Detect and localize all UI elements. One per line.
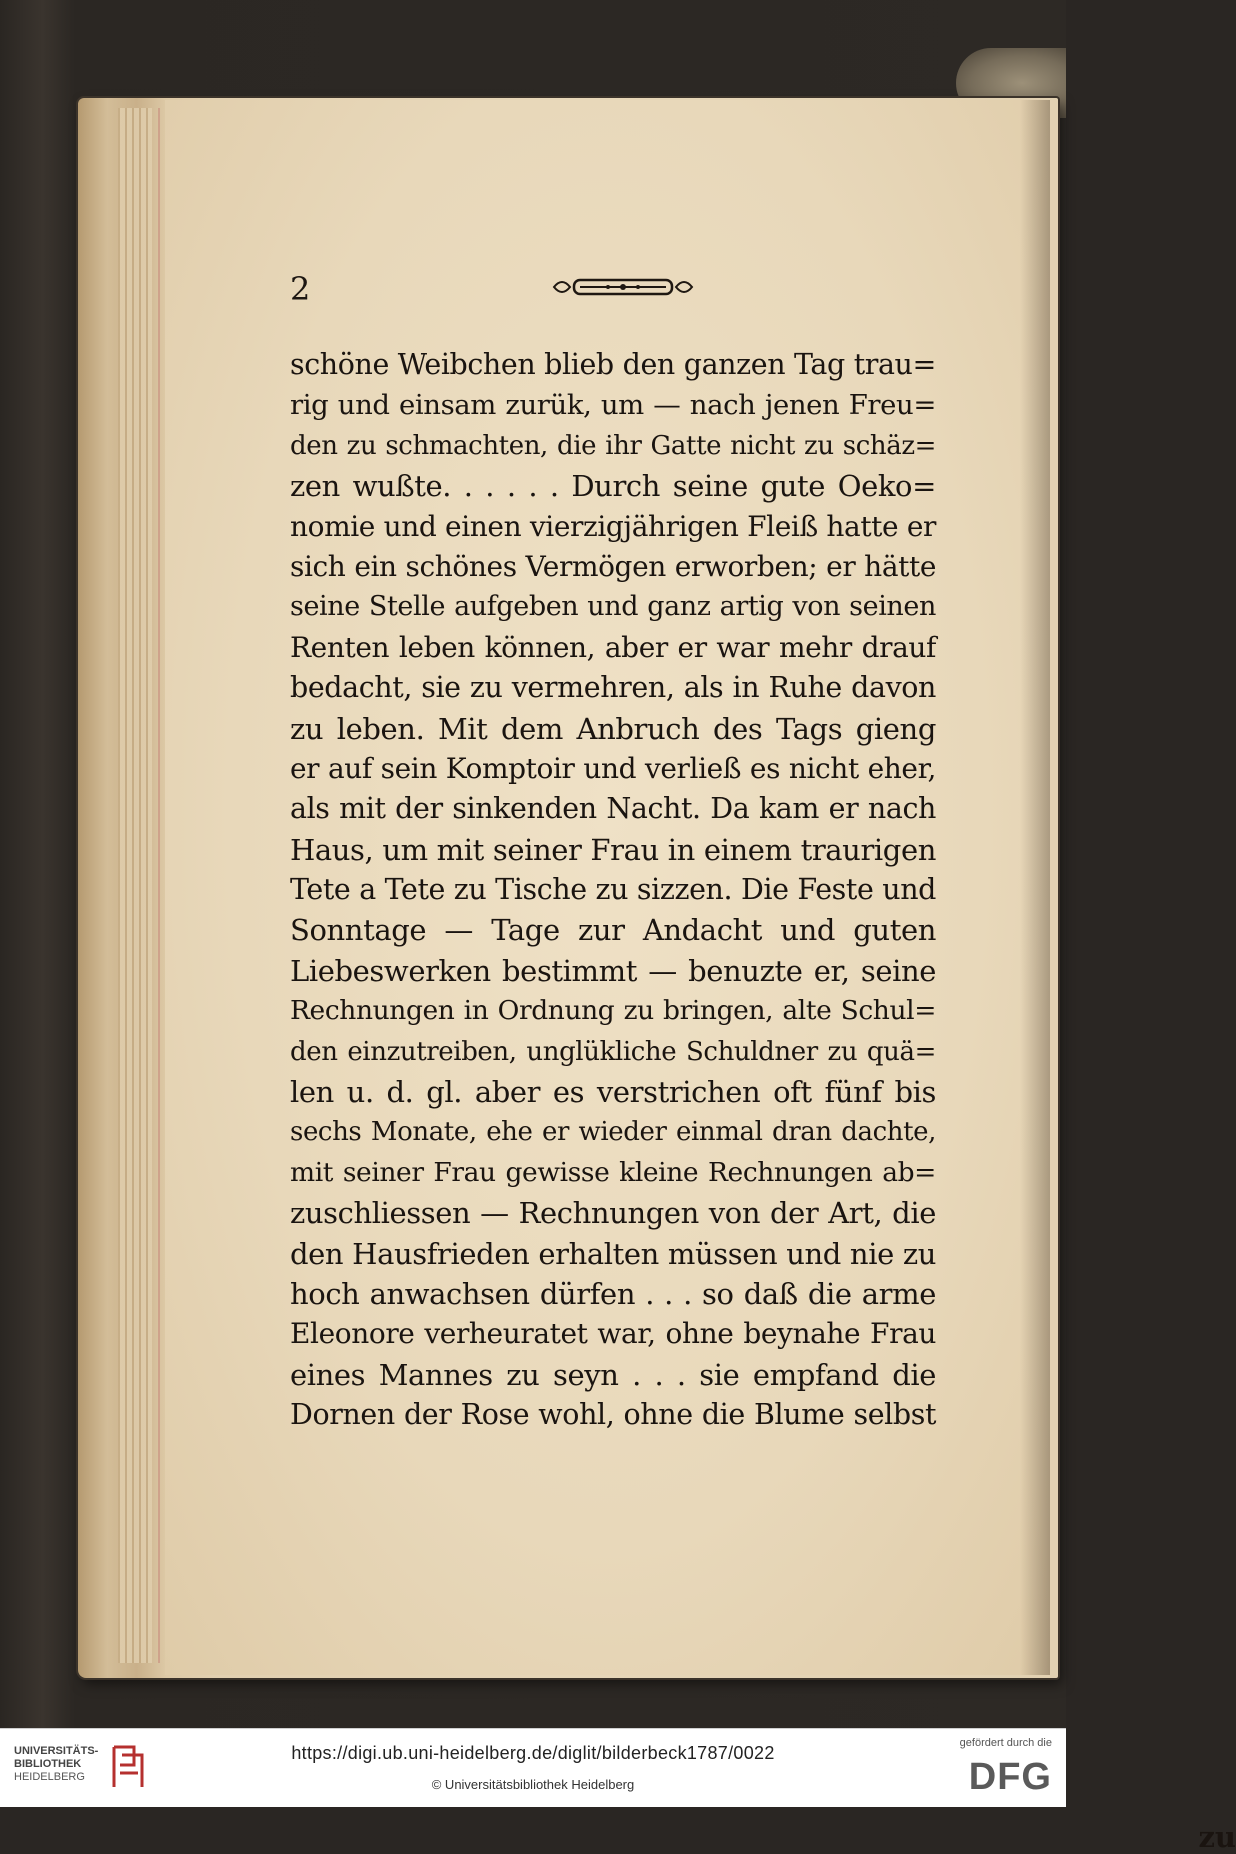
dfg-logo: DFG bbox=[968, 1756, 1052, 1798]
text-line: Liebeswerken bestimmt — benuzte er, seine bbox=[290, 953, 936, 988]
funding-caption: gefördert durch die bbox=[959, 1737, 1052, 1749]
text-line: Eleonore verheuratet war, ohne beynahe Frau bbox=[290, 1317, 936, 1351]
text-line: sich ein schönes Vermögen erworben; er hätte bbox=[290, 549, 936, 583]
text-line: mit seiner Frau gewisse kleine Rechnungen ab= bbox=[290, 1156, 936, 1188]
page-edges bbox=[118, 108, 152, 1663]
page-number: 2 bbox=[290, 270, 311, 308]
text-line: den einzutreiben, unglükliche Schuldner zu quä= bbox=[290, 1036, 936, 1067]
text-line: als mit der sinkenden Nacht. Da kam er nach bbox=[290, 792, 936, 826]
text-line: hoch anwachsen dürfen . . . so daß die arme bbox=[290, 1276, 936, 1311]
text-line: Renten leben können, aber er war mehr drauf bbox=[290, 630, 936, 664]
text-line: bedacht, sie zu vermehren, als in Ruhe davon bbox=[290, 671, 936, 705]
text-line: zu leben. Mit dem Anbruch des Tags gieng bbox=[290, 711, 936, 746]
text-line: schöne Weibchen blieb den ganzen Tag trau= bbox=[290, 348, 936, 381]
text-line: eines Mannes zu seyn . . . sie empfand die bbox=[290, 1357, 936, 1392]
text-line: zen wußte. . . . . . Durch seine gute Oeko= bbox=[290, 469, 936, 504]
catchword: zu bbox=[1198, 1820, 1236, 1854]
header-ornament-icon bbox=[548, 272, 698, 302]
text-line: sechs Monate, ehe er wieder einmal dran dachte, bbox=[290, 1117, 936, 1148]
text-line: nomie und einen vierzigjährigen Fleiß hatte er bbox=[290, 509, 936, 543]
library-name-line1: UNIVERSITÄTS- bbox=[14, 1745, 99, 1757]
text-line: Haus, um mit seiner Frau in einem traurigen bbox=[290, 832, 936, 867]
page-edge-red-rule bbox=[158, 108, 160, 1663]
text-line: den Hausfrieden erhalten müssen und nie zu bbox=[290, 1236, 936, 1271]
copyright-notice: © Universitätsbibliothek Heidelberg bbox=[431, 1777, 635, 1792]
spine-shadow bbox=[1020, 100, 1050, 1675]
text-line: Sonntage — Tage zur Andacht und guten bbox=[290, 913, 936, 948]
text-line: Rechnungen in Ordnung zu bringen, alte Schul= bbox=[290, 995, 936, 1027]
library-name-line3: HEIDELBERG bbox=[14, 1771, 85, 1783]
viewer-footer bbox=[0, 1728, 1066, 1807]
permalink-link[interactable]: https://digi.ub.uni-heidelberg.de/diglit/bilderbeck1787/0022 bbox=[291, 1743, 775, 1763]
text-line: Dornen der Rose wohl, ohne die Blume selbst bbox=[290, 1398, 936, 1432]
text-line: len u. d. gl. aber es verstrichen oft fünf bis bbox=[290, 1075, 936, 1110]
text-line: den zu schmachten, die ihr Gatte nicht zu schäz= bbox=[290, 430, 936, 461]
library-name-line2: BIBLIOTHEK bbox=[14, 1758, 82, 1770]
text-line: zuschliessen — Rechnungen von der Art, die bbox=[290, 1196, 936, 1231]
text-line: Tete a Tete zu Tische zu sizzen. Die Feste und bbox=[290, 873, 936, 907]
text-line: er auf sein Komptoir und verließ es nicht eher, bbox=[290, 751, 936, 785]
text-line: rig und einsam zurük, um — nach jenen Freu= bbox=[290, 389, 936, 422]
text-line: seine Stelle aufgeben und ganz artig von seinen bbox=[290, 591, 936, 623]
permalink[interactable] bbox=[0, 1743, 1066, 1764]
